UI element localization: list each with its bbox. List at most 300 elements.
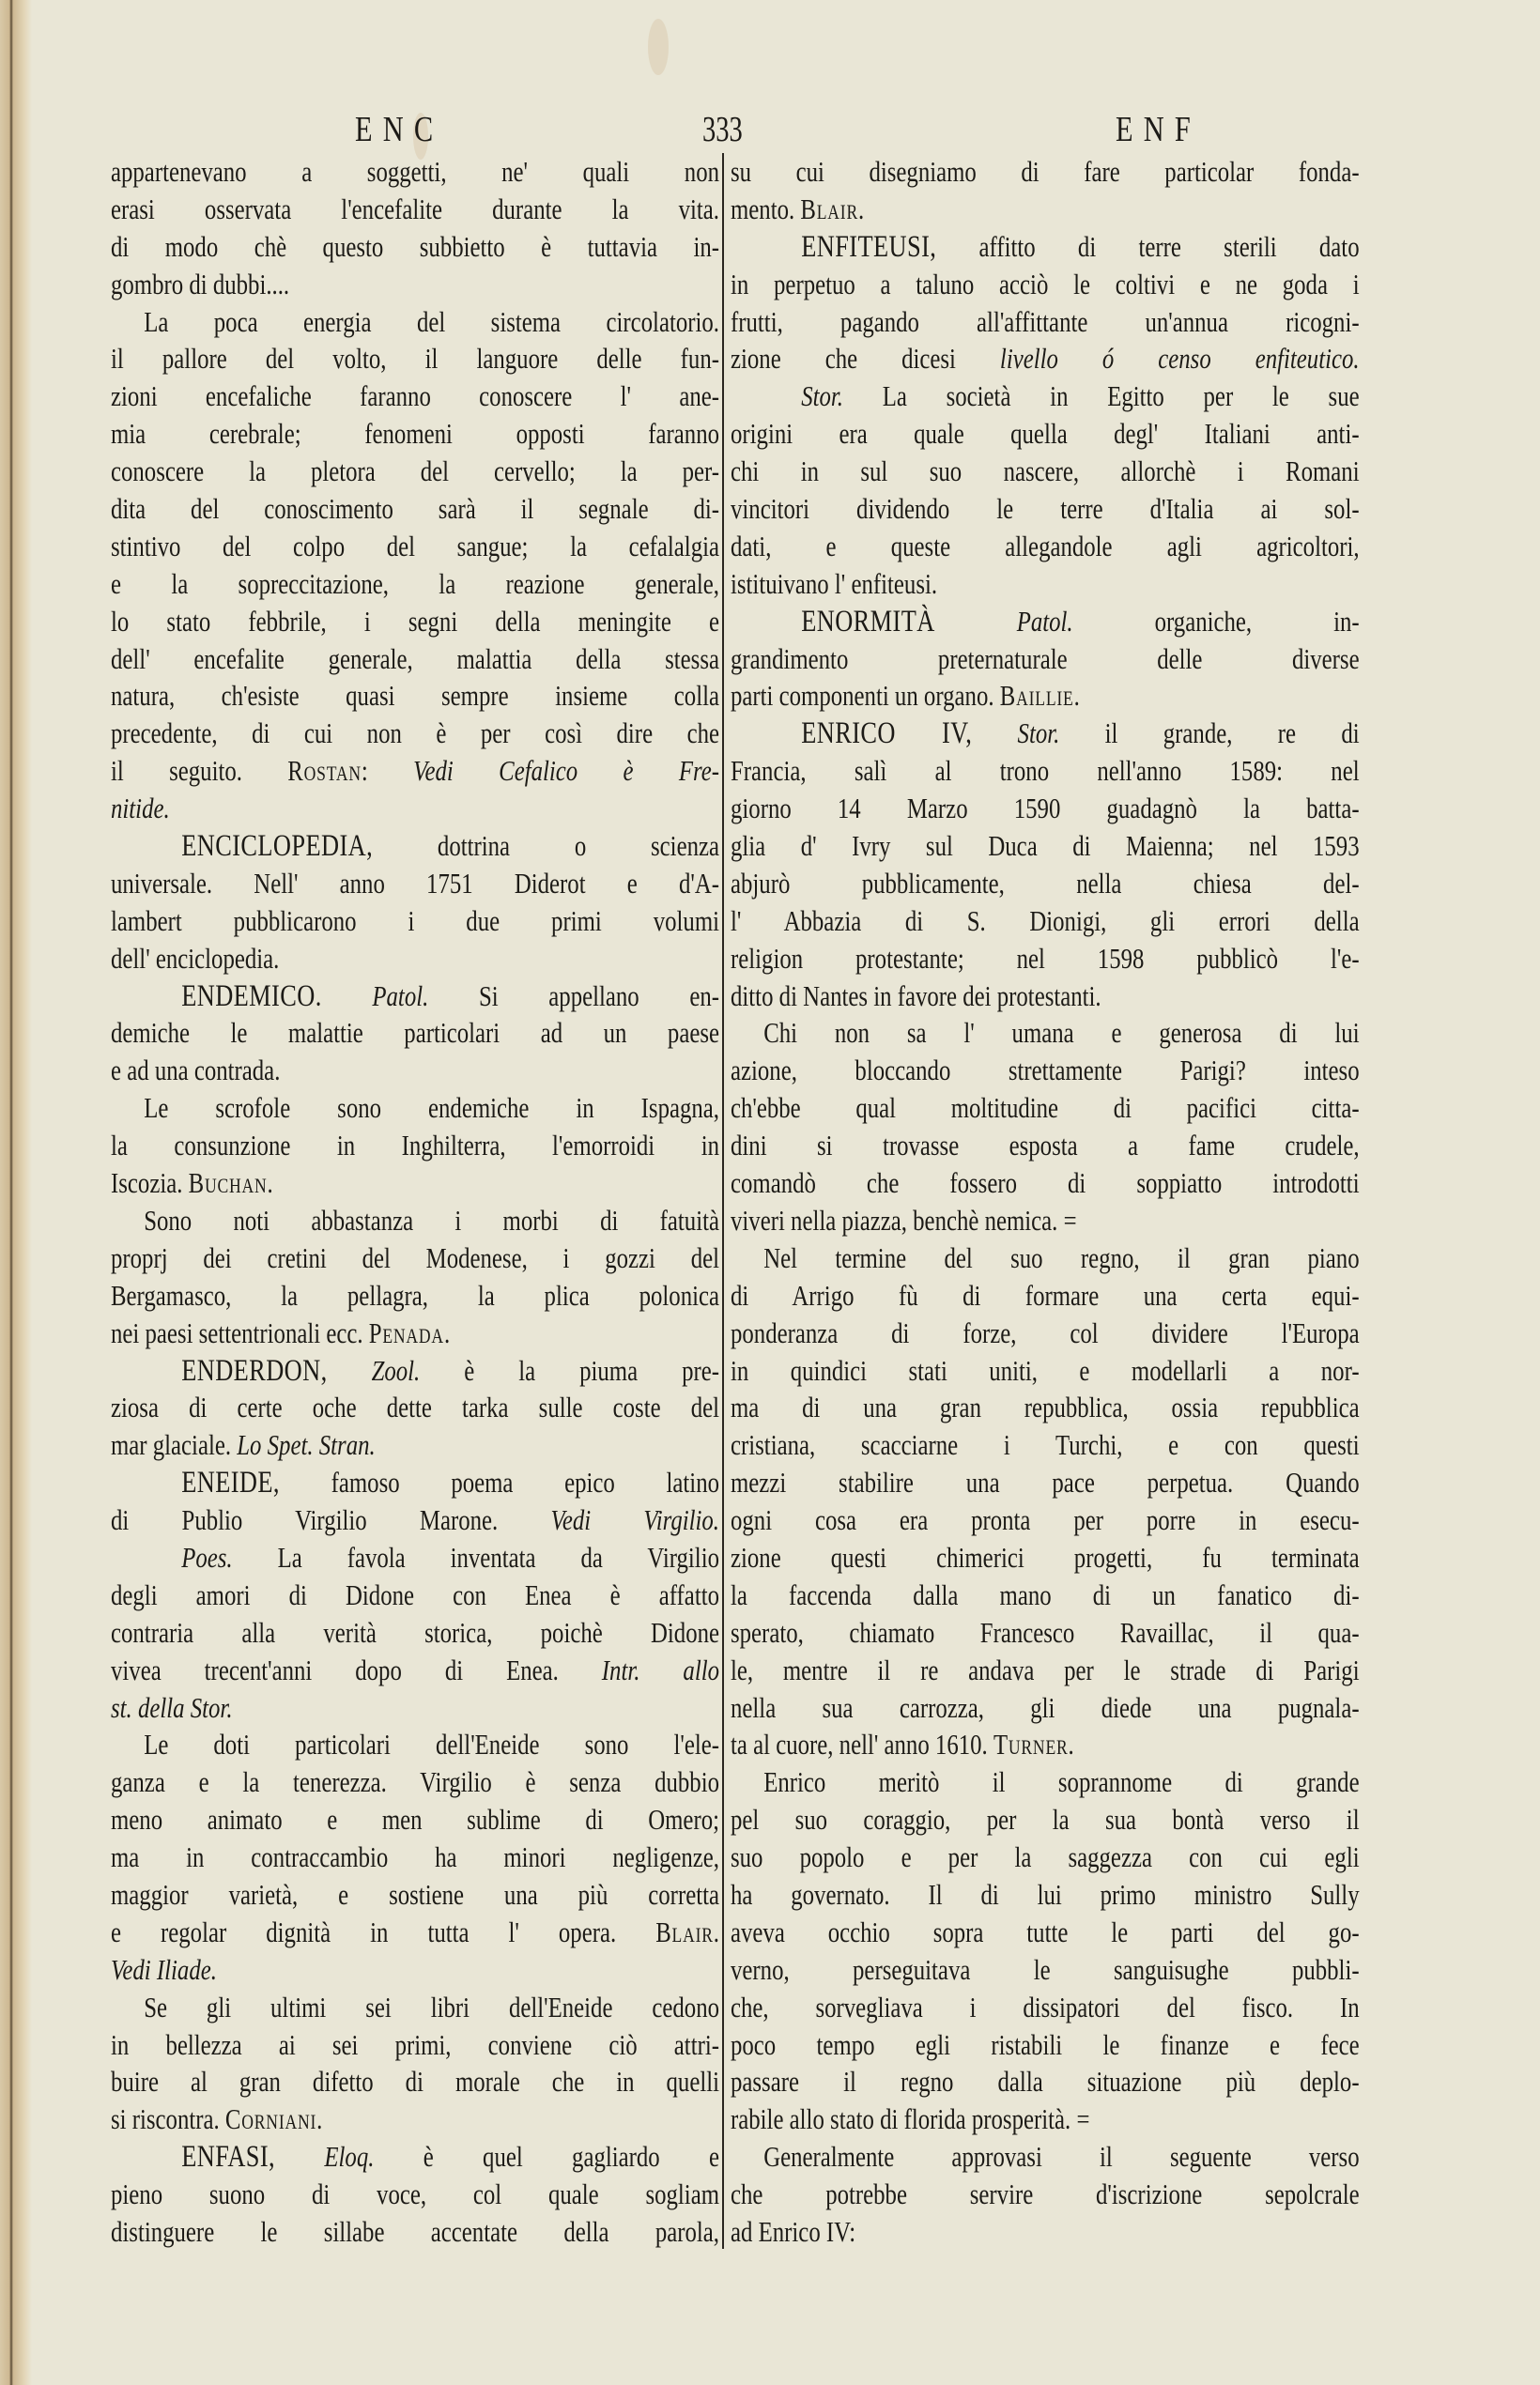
body-text: aveva occhio sopra tutte le parti del go- [731,1915,1360,1948]
text-line-content [731,1239,1360,1277]
body-text: la consunzione in Inghilterra, l'emorroidi in [111,1129,719,1162]
text-line [111,191,719,228]
text-line-content [731,1315,1360,1352]
text-line-content [111,677,719,715]
body-text: Le scrofole sono endemiche in Ispagna, [144,1091,719,1125]
text-line-content [731,752,1360,790]
page-number: 333 [702,110,743,149]
author-citation: Rostan [287,754,362,788]
text-line-content [111,1652,719,1689]
body-text: lo stato febbrile, i segni della meningite e [111,604,719,638]
text-line [731,1426,1360,1464]
body-text: grandimento preternaturale delle diverse [731,641,1360,675]
text-line-content [111,153,719,191]
italic-text: Poes. [181,1540,233,1574]
text-line [731,1014,1360,1052]
text-line [111,1164,719,1202]
text-line-content [111,1464,719,1502]
body-text: di modo chè questo subbietto è tuttavia in- [111,229,719,263]
text-line-content [111,1352,719,1391]
body-text: Generalmente approvasi il seguente verso [763,2140,1360,2174]
body-text: ganza e la tenerezza. Virgilio è senza dubbio [111,1765,719,1799]
body-text: origini era quale quella degl' Italiani anti- [731,417,1360,451]
body-text: la faccenda dalla mano di un fanatico di- [731,1577,1360,1611]
text-line [731,1352,1360,1390]
body-text: Si appellano en- [478,978,720,1012]
body-text: e ad una contrada. [111,1054,281,1087]
text-line [111,528,719,565]
text-line [111,1239,719,1277]
body-text: verno, perseguitava le sanguisughe pubbli- [731,1952,1360,1986]
body-text: il seguito. [111,754,242,788]
punctuation: . [1073,679,1080,713]
text-line [111,1501,719,1539]
text-line-content [731,1689,1360,1727]
body-text: proprj dei cretini del Modenese, i gozzi del [111,1240,719,1274]
body-text: buire al gran difetto di morale che in quelli [111,2065,719,2099]
body-text: in quindici stati uniti, e modellarli a nor- [731,1353,1360,1387]
body-text: Chi non sa l' umana e generosa di lui [763,1016,1360,1050]
body-text: è quel gagliardo e [423,2140,720,2174]
text-line [731,490,1360,528]
text-line-content [731,1914,1360,1951]
text-line-content [111,1577,719,1614]
text-line-content [111,1763,719,1801]
entry-headword: ENCICLOPEDIA, [181,829,374,864]
text-line [111,1089,719,1127]
entry-headword: ENDEMICO. [181,978,322,1013]
text-line-content [731,1577,1360,1614]
text-line-content [731,2176,1360,2213]
text-line [111,940,719,977]
text-line-content [111,340,719,377]
text-line-content [731,1951,1360,1989]
text-line [111,1014,719,1052]
text-line [111,565,719,603]
text-line [731,1989,1360,2026]
body-text: pieno suono di voce, col quale sogliam [111,2177,719,2211]
body-text: istituivano l' enfiteusi. [731,566,938,600]
paper-stain [648,19,669,75]
body-text: dottrina o scienza [437,829,719,863]
text-line-content [111,1277,719,1315]
text-line [111,1839,719,1876]
text-line-content [111,1726,719,1763]
text-line [731,191,1360,228]
entry-headword: ENRICO IV, [801,716,973,751]
text-line-content [731,1539,1360,1577]
punctuation: : [361,754,414,788]
text-line [111,1577,719,1614]
text-line-content [731,1014,1360,1052]
text-line [111,1464,719,1501]
entry-headword: ENFASI, [181,2140,276,2175]
body-text: rabile allo stato di florida prosperità. = [731,2102,1090,2136]
body-text: appartenevano a soggetti, ne' quali non [111,155,719,188]
text-line [731,565,1360,603]
text-line [111,153,719,191]
body-text: si riscontra. [111,2102,220,2136]
text-line [731,1089,1360,1127]
text-line [111,640,719,678]
text-line-content [731,1801,1360,1839]
text-line-content [731,2213,1360,2251]
text-line-content [731,1389,1360,1426]
text-line [731,2213,1360,2251]
text-line [111,1951,719,1989]
italic-text: Stor. [1017,716,1060,750]
body-text: ponderanza di forze, col dividere l'Europa [731,1316,1360,1349]
punctuation: . [267,1166,273,1200]
body-text: universale. Nell' anno 1751 Diderot e d'A- [111,866,719,900]
body-text: frutti, pagando all'affittante un'annua ricogni- [731,304,1360,338]
text-line [111,2100,719,2138]
italic-text: Patol. [372,978,429,1012]
italic-text: Zool. [371,1353,421,1387]
body-text: mar glaciale. [111,1428,232,1462]
text-line-content [731,266,1360,303]
text-line-content [111,1614,719,1652]
text-line [111,1277,719,1315]
text-line [731,2063,1360,2100]
text-line-content [111,1127,719,1164]
text-line [731,1652,1360,1689]
body-text: vivea trecent'anni dopo di Enea. [111,1653,559,1686]
body-text: suo popolo e per la saggezza con cui egli [731,1840,1360,1874]
body-text: glia d' Ivry sul Duca di Maienna; nel 1593 [731,829,1360,863]
body-text: di Arrigo fù di formare una certa equi- [731,1278,1360,1312]
text-line [731,266,1360,303]
text-line-content [111,377,719,415]
body-text: famoso poema epico latino [331,1466,719,1500]
body-text: azione, bloccando strettamente Parigi? inteso [731,1054,1360,1087]
text-line [731,865,1360,902]
text-line-content [111,715,719,752]
text-line-content [111,1315,719,1352]
text-line-content [731,640,1360,678]
body-text: ta al cuore, nell' anno 1610. [731,1728,988,1762]
text-line [731,1914,1360,1951]
text-line-content [731,1652,1360,1689]
punctuation: . [713,1915,719,1948]
column-divider [722,153,724,2249]
text-line [731,2100,1360,2138]
italic-text: Vedi Cefalico è Fre- [413,754,719,788]
text-line-content [111,453,719,490]
text-line [111,902,719,940]
body-text: organiche, in- [1154,604,1360,638]
text-line [111,1689,719,1727]
body-text: mento. [731,192,795,225]
text-line [731,1951,1360,1989]
italic-text: Vedi Iliade. [111,1952,217,1986]
text-line-content [111,1989,719,2026]
text-line [731,2138,1360,2176]
text-line-content [111,1501,719,1539]
body-text: La società in Egitto per le sue [882,379,1360,413]
body-text: ditto di Nantes in favore dei protestanti. [731,978,1101,1012]
text-line [111,2138,719,2176]
text-line-content [731,1089,1360,1127]
body-text: ad Enrico IV: [731,2214,856,2248]
body-text: chi in sul suo nascere, allorchè i Romani [731,454,1360,488]
author-citation: Buchan [188,1166,268,1200]
text-line-content [111,2138,719,2177]
entry-headword: ENORMITÀ [801,604,935,639]
text-line-content [731,1202,1360,1239]
text-line [731,1389,1360,1426]
body-text: ma di una gran repubblica, ossia repubblica [731,1391,1360,1424]
text-line [731,1839,1360,1876]
text-line-content [111,1089,719,1127]
text-line-content [731,1052,1360,1089]
text-line [111,977,719,1015]
text-line [111,715,719,752]
text-line-content [111,2100,719,2138]
text-line [111,1426,719,1464]
body-text: stintivo del colpo del sangue; la cefalalgia [111,529,719,562]
text-line-content [731,377,1360,415]
body-text: in perpetuo a taluno acciò le coltivi e ne goda i [731,267,1360,300]
body-text: zione che dicesi [731,342,956,376]
text-line [731,1501,1360,1539]
body-text: è la piuma pre- [464,1353,720,1387]
text-line [731,1876,1360,1914]
author-citation: Penada [368,1316,444,1349]
text-line-content [111,415,719,453]
text-line [111,1876,719,1914]
text-line-content [111,1801,719,1839]
text-line-content [111,191,719,228]
text-line [731,977,1360,1015]
text-line [111,1763,719,1801]
text-line-content [731,940,1360,977]
body-text: religion protestante; nel 1598 pubblicò l'e- [731,941,1360,975]
italic-text: Stor. [801,379,843,413]
text-line-content [731,2026,1360,2064]
text-line [111,2063,719,2100]
body-text: gombro di dubbi.... [111,267,290,300]
body-text: che potrebbe servire d'iscrizione sepolcrale [731,2177,1360,2211]
text-line-content [731,865,1360,902]
text-line-content [111,1876,719,1914]
text-line [731,715,1360,752]
text-line-content [731,1127,1360,1164]
text-line [731,603,1360,640]
body-text: il pallore del volto, il languore delle fun- [111,342,719,376]
text-line [731,528,1360,565]
text-line-content [111,1951,719,1989]
text-line [731,640,1360,678]
body-text: dita del conoscimento sarà il segnale di- [111,492,719,526]
text-line [731,303,1360,341]
text-line [731,1801,1360,1839]
author-citation: Baillie [999,679,1074,713]
text-line [111,865,719,902]
text-line-content [111,565,719,603]
text-line-content [111,902,719,940]
text-line [731,1726,1360,1763]
text-line-content [731,1839,1360,1876]
text-line [731,1539,1360,1577]
text-line-content [731,1352,1360,1390]
text-line-content [731,415,1360,453]
right-column [731,153,1360,2251]
text-line-content [111,266,719,303]
text-line-content [111,1839,719,1876]
text-line [111,1202,719,1239]
text-line [111,2026,719,2064]
text-line [731,790,1360,827]
text-line-content [731,1876,1360,1914]
body-text: erasi osservata l'encefalite durante la vita. [111,192,719,225]
entry-headword: ENEIDE, [181,1466,280,1500]
body-text: parti componenti un organo. [731,679,994,713]
body-text: che, sorvegliava i dissipatori del fisco. In [731,1990,1360,2023]
text-line-content [111,1389,719,1426]
text-line [731,1164,1360,1202]
text-line [111,1989,719,2026]
italic-text: livello ó censo enfiteutico. [999,342,1360,376]
italic-text: Intr. allo [601,1653,719,1686]
body-text: ha governato. Il di lui primo ministro Sully [731,1877,1360,1911]
body-text: zioni encefaliche faranno conoscere l' ane- [111,379,719,413]
text-line [731,228,1360,266]
text-line-content [731,453,1360,490]
body-text: maggior varietà, e sostiene una più corretta [111,1877,719,1911]
text-line [111,1614,719,1652]
text-line [731,940,1360,977]
text-line-content [731,303,1360,341]
text-line [731,415,1360,453]
italic-text: st. della Stor. [111,1690,233,1724]
text-line-content [731,2100,1360,2138]
body-text: zione questi chimerici progetti, fu terminata [731,1540,1360,1574]
text-line-content [111,228,719,266]
italic-text: Eloq. [324,2140,375,2174]
text-line-content [111,303,719,341]
page-binding-edge [0,0,32,2385]
body-text: conoscere la pletora del cervello; la per- [111,454,719,488]
text-line-content [731,902,1360,940]
italic-text: Lo Spet. Stran. [237,1428,376,1462]
text-line-content [111,1239,719,1277]
body-text: nei paesi settentrionali ecc. [111,1316,363,1349]
text-line [111,1127,719,1164]
author-citation: Blair [800,192,859,225]
body-text: l' Abbazia di S. Dionigi, gli errori della [731,903,1360,937]
body-text: abjurò pubblicamente, nella chiesa del- [731,866,1360,900]
text-line [731,677,1360,715]
text-line-content [111,1539,719,1577]
punctuation: . [316,2102,323,2136]
text-line [731,340,1360,377]
text-line-content [731,153,1360,191]
text-line-content [731,715,1360,753]
header-left-guideword: ENC [355,110,444,149]
body-text: natura, ch'esiste quasi sempre insieme colla [111,679,719,713]
text-line-content [111,640,719,678]
body-text: contraria alla verità storica, poichè Didone [111,1615,719,1649]
body-text: lambert pubblicarono i due primi volumi [111,903,719,937]
body-text: La poca energia del sistema circolatorio. [144,304,719,338]
body-text: mia cerebrale; fenomeni opposti faranno [111,417,719,451]
text-line [111,228,719,266]
text-line [731,2026,1360,2064]
text-line [111,377,719,415]
text-line-content [111,1164,719,1202]
text-line-content [111,827,719,866]
text-line [111,340,719,377]
text-line-content [731,1726,1360,1763]
text-line-content [731,1763,1360,1801]
text-line-content [731,228,1360,267]
text-line [731,1689,1360,1727]
text-line [731,902,1360,940]
body-text: vincitori dividendo le terre d'Italia ai sol- [731,492,1360,526]
text-line [731,1763,1360,1801]
text-line-content [731,1164,1360,1202]
text-line-content [111,865,719,902]
body-text: in bellezza ai sei primi, conviene ciò attri- [111,2027,719,2061]
text-line [731,1464,1360,1501]
left-column [111,153,719,2251]
text-line-content [111,977,719,1016]
text-line-content [731,1277,1360,1315]
body-text: Enrico meritò il soprannome di grande [763,1765,1360,1799]
body-text: viveri nella piazza, benchè nemica. = [731,1203,1077,1237]
text-line-content [731,603,1360,641]
text-line-content [731,827,1360,865]
text-line-content [731,977,1360,1015]
body-text: Le doti particolari dell'Eneide sono l'ele- [144,1728,719,1762]
body-text: ma in contraccambio ha minori negligenze, [111,1840,719,1874]
text-line [111,1052,719,1089]
body-text: Se gli ultimi sei libri dell'Eneide cedono [144,1990,719,2023]
author-citation: Blair [655,1915,714,1948]
text-line-content [731,2063,1360,2100]
body-text: pel suo coraggio, per la sua bontà verso il [731,1803,1360,1837]
text-line-content [111,752,719,790]
italic-text: Vedi Virgilio. [550,1503,720,1537]
body-text: nella sua carrozza, gli diede una pugnala- [731,1690,1360,1724]
body-text: demiche le malattie particolari ad un paese [111,1016,719,1050]
body-text: Iscozia. [111,1166,183,1200]
text-line-content [111,2176,719,2213]
text-line [111,603,719,640]
text-line-content [731,1426,1360,1464]
body-text: dell' enciclopedia. [111,941,280,975]
text-line [731,1052,1360,1089]
body-text: meno animato e men sublime di Omero; [111,1803,719,1837]
running-header [0,111,1540,148]
text-line [731,1577,1360,1614]
text-line [111,752,719,790]
body-text: La favola inventata da Virgilio [277,1540,719,1574]
text-line [111,453,719,490]
text-line-content [111,2063,719,2100]
text-line [111,1352,719,1390]
text-line-content [111,490,719,528]
text-line-content [111,940,719,977]
text-line [111,1389,719,1426]
text-line [731,1315,1360,1352]
body-text: affitto di terre sterili dato [978,229,1360,263]
italic-text: nitide. [111,792,170,825]
text-line-content [731,191,1360,228]
body-text: precedente, di cui non è per così dire che [111,716,719,750]
text-line-content [731,528,1360,565]
